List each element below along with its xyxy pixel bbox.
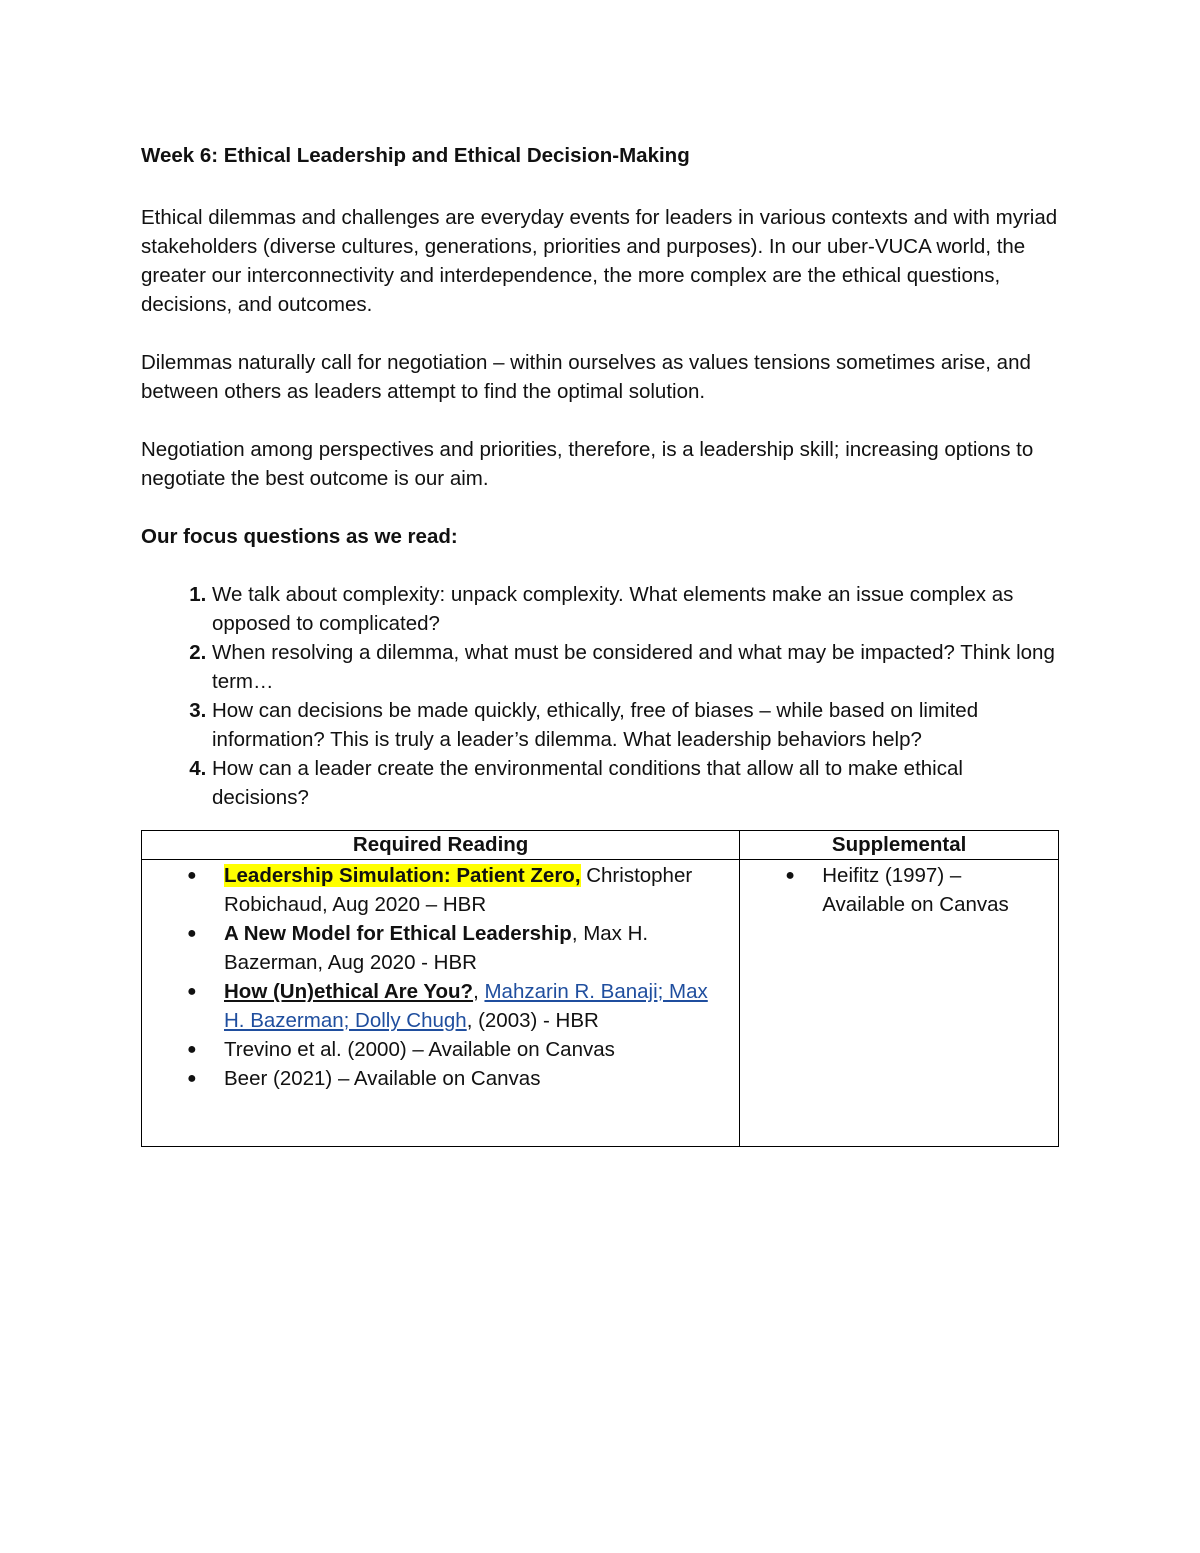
required-reading-cell: [142, 860, 740, 1147]
focus-question: 2. When resolving a dilemma, what must be considered and what may be impacted? Think long term…: [212, 638, 1061, 696]
reading-details: , Max H. Bazerman, Aug 2020 - HBR: [224, 922, 649, 974]
supplemental-item: [740, 861, 1058, 919]
bullet-icon: ●: [187, 867, 197, 884]
reading-text: Trevino et al. (2000) – Available on Canvas: [224, 1038, 615, 1061]
reading-title: Leadership Simulation: Patient Zero,: [224, 864, 581, 887]
focus-question: 3. How can decisions be made quickly, ethically, free of biases – while based on limited information? This is truly a leader’s dilemma. What leadership behaviors help?: [212, 696, 1061, 754]
supplemental-cell: [740, 860, 1059, 1147]
bullet-icon: ●: [187, 1070, 197, 1087]
reading-title: How (Un)ethical Are You?: [224, 980, 474, 1003]
reading-item: [142, 977, 739, 1035]
reading-item: [142, 919, 739, 977]
reading-item: [142, 1035, 739, 1064]
reading-details: Christopher Robichaud, Aug 2020 – HBR: [224, 864, 693, 916]
focus-questions-list: [141, 580, 1061, 812]
focus-heading: Our focus questions as we read:: [141, 525, 458, 548]
page-title: Week 6: Ethical Leadership and Ethical Decision-Making: [141, 144, 690, 167]
bullet-icon: ●: [187, 983, 197, 1000]
supplemental-text: Heifitz (1997) – Available on Canvas: [822, 864, 1009, 916]
focus-question: 1. We talk about complexity: unpack complexity. What elements make an issue complex as opposed to complicated?: [212, 580, 1061, 638]
reading-item: [142, 1064, 739, 1093]
document-page: [141, 138, 1061, 812]
required-reading-list: [142, 860, 739, 1093]
reading-separator: ,: [473, 980, 485, 1003]
supplemental-list: [740, 860, 1058, 919]
authors-link[interactable]: Mahzarin R. Banaji; Max H. Bazerman; Dolly Chugh: [224, 980, 708, 1032]
focus-question: 4. How can a leader create the environmental conditions that allow all to make ethical decisions?: [212, 754, 1061, 812]
reading-text: Beer (2021) – Available on Canvas: [224, 1067, 541, 1090]
readings-table: [141, 830, 1059, 1147]
required-reading-header: Required Reading: [142, 831, 740, 860]
bullet-icon: ●: [785, 867, 795, 884]
reading-details: , (2003) - HBR: [466, 1009, 599, 1032]
negotiation-paragraph: Dilemmas naturally call for negotiation – within ourselves as values tensions sometimes arise, and between others as leaders attempt to find the optimal solution.: [141, 351, 1031, 403]
skill-paragraph: Negotiation among perspectives and priorities, therefore, is a leadership skill; increasing options to negotiate the best outcome is our aim.: [141, 438, 1034, 490]
bullet-icon: ●: [187, 1041, 197, 1058]
reading-title: A New Model for Ethical Leadership: [224, 922, 572, 945]
bullet-icon: ●: [187, 925, 197, 942]
supplemental-header: Supplemental: [740, 831, 1059, 860]
reading-item: [142, 861, 739, 919]
intro-paragraph: Ethical dilemmas and challenges are everyday events for leaders in various contexts and with myriad stakeholders (diverse cultures, generations, priorities and purposes). In our uber-VUCA world, the greater our interconnectivity and interdependence, the more complex are the ethical questions, decisions, and outcomes.: [141, 206, 1058, 316]
